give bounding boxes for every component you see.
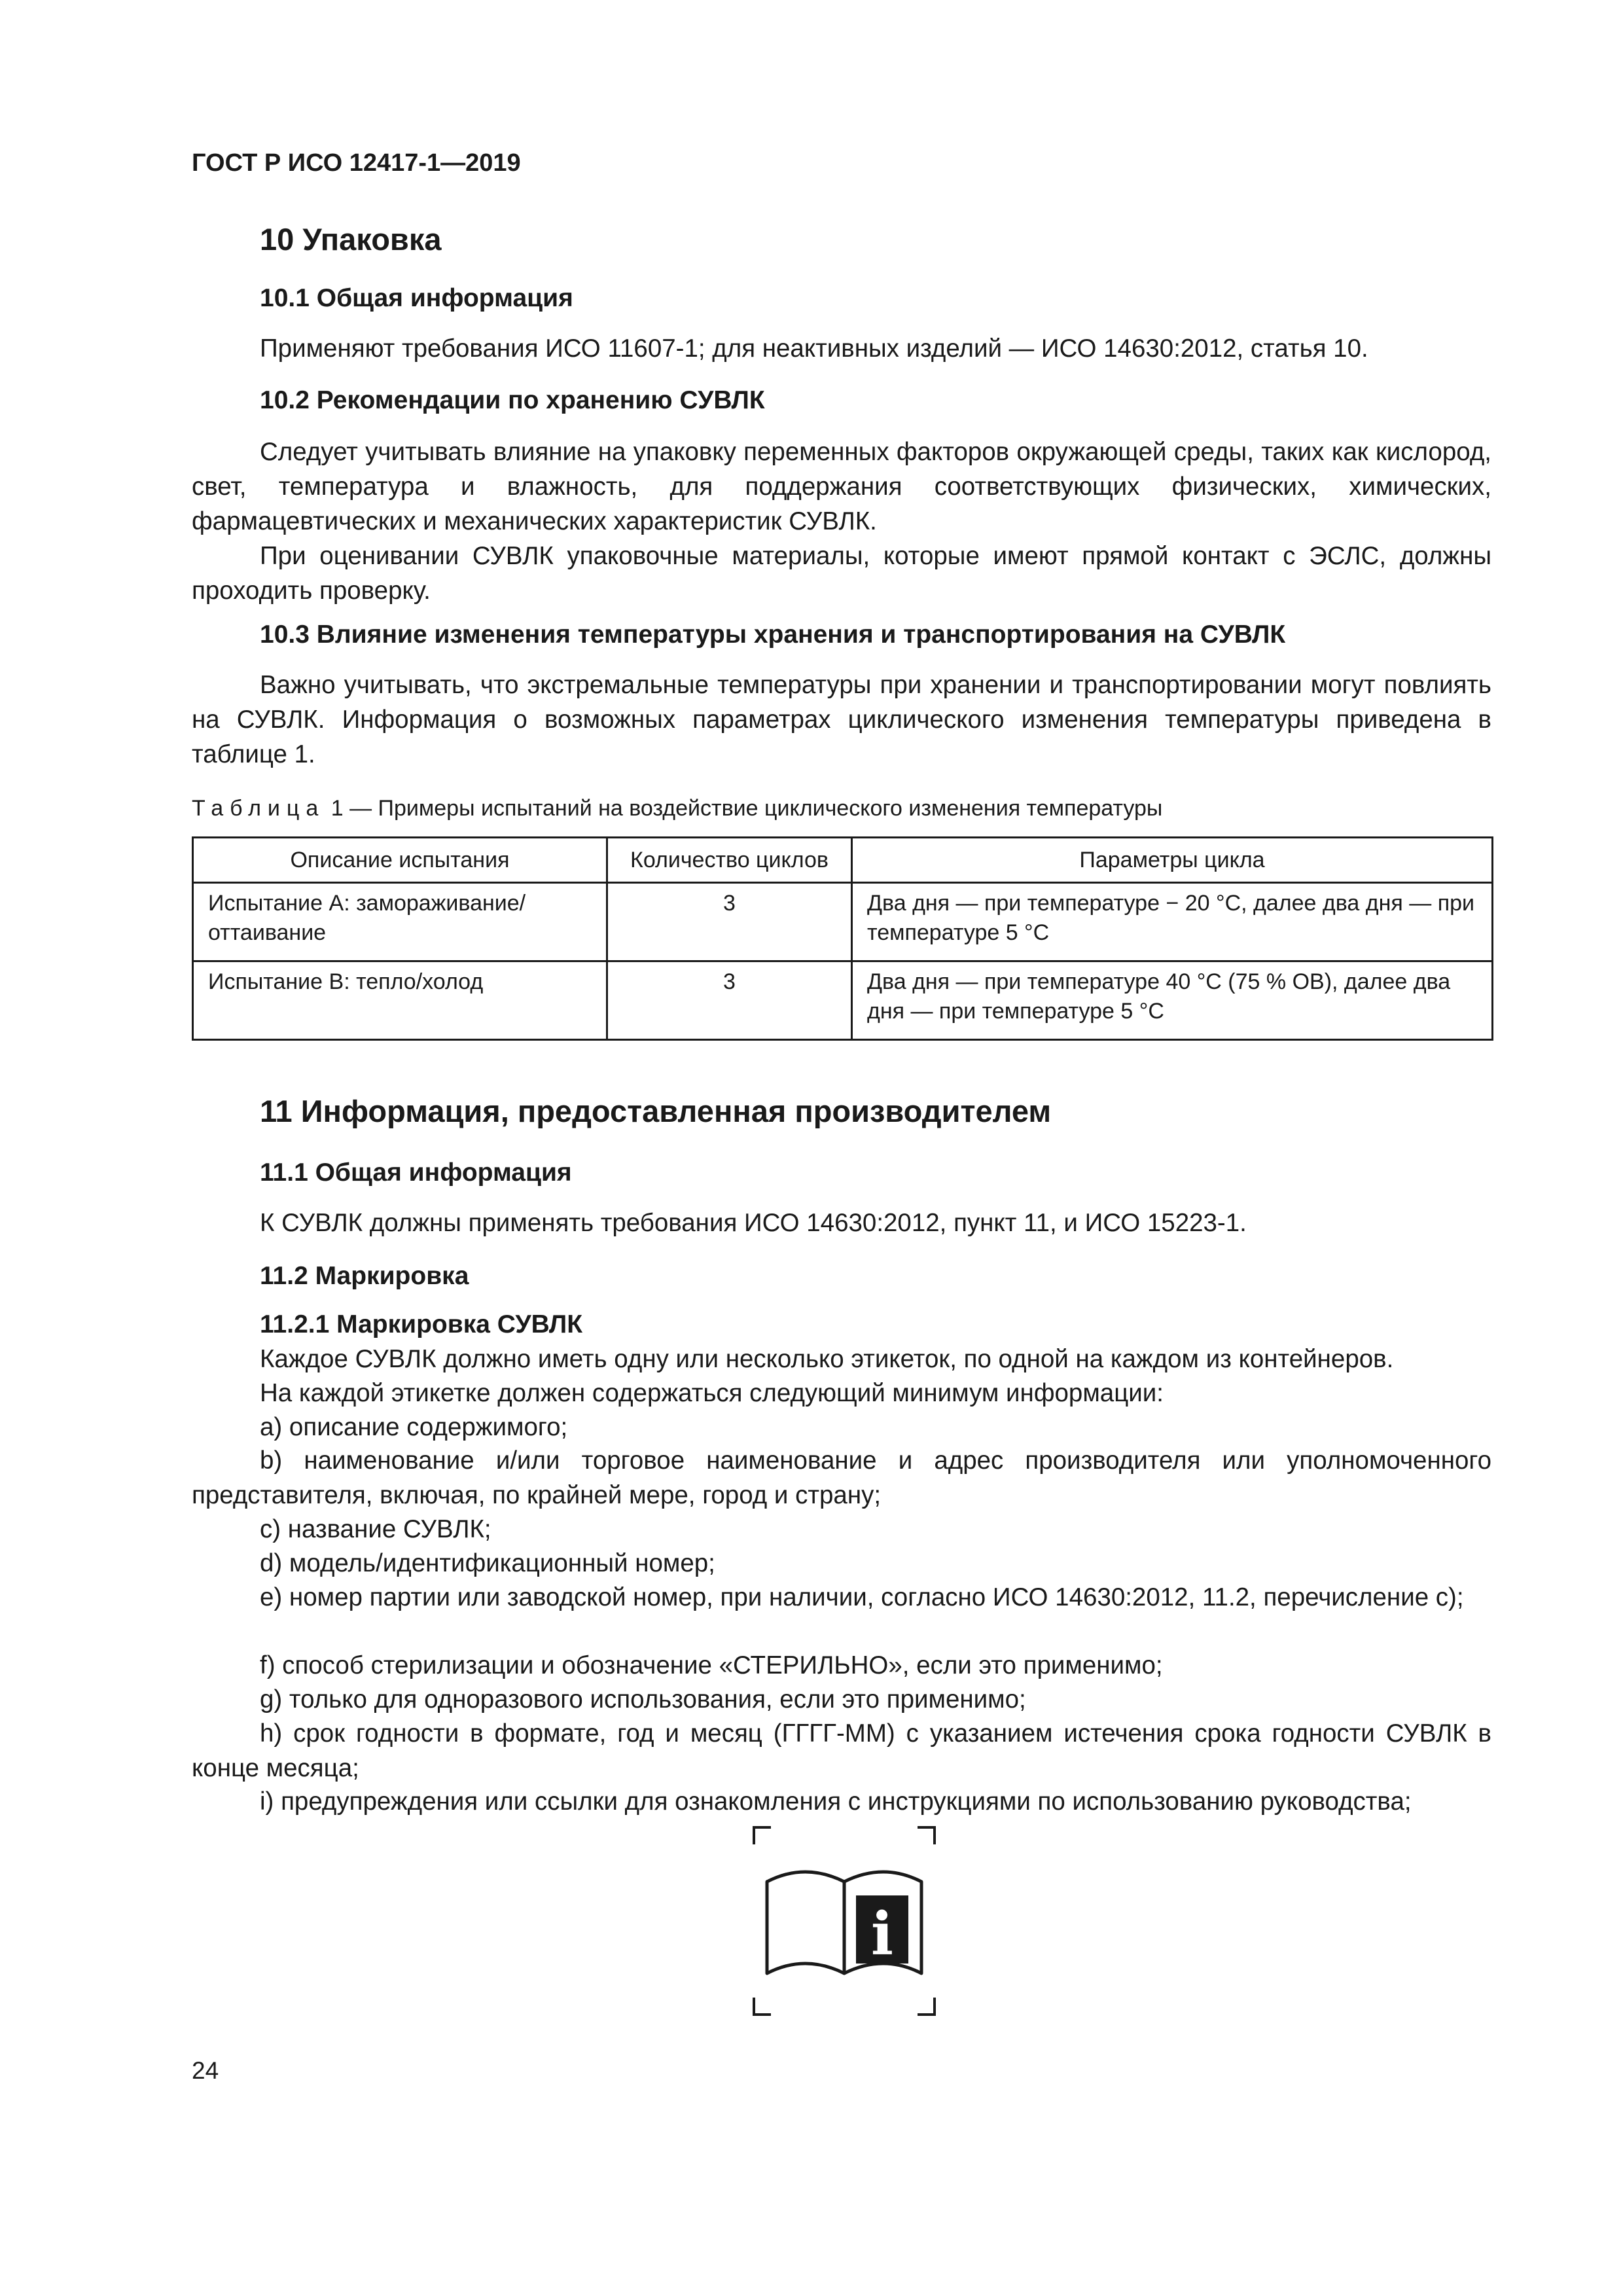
corner-mark-top-left bbox=[754, 1827, 771, 1844]
section-11-2-1-title: 11.2.1 Маркировка СУВЛК bbox=[260, 1310, 583, 1338]
table-caption-prefix: Таблица bbox=[192, 796, 325, 821]
corner-mark-top-right bbox=[918, 1827, 935, 1844]
section-10-2-title: 10.2 Рекомендации по хранению СУВЛК bbox=[260, 386, 765, 414]
section-11-1-title: 11.1 Общая информация bbox=[260, 1158, 572, 1187]
table-row bbox=[193, 883, 1493, 961]
table-cell: 3 bbox=[607, 961, 852, 1040]
corner-mark-bottom-left bbox=[754, 1998, 771, 2015]
table-row bbox=[193, 961, 1493, 1040]
table-header-description: Описание испытания bbox=[193, 838, 607, 883]
list-item: е) номер партии или заводской номер, при наличии, согласно ИСО 14630:2012, 11.2, перечисление с); bbox=[260, 1583, 1464, 1611]
table-header-cycles: Количество циклов bbox=[607, 838, 852, 883]
section-10-title: 10 Упаковка bbox=[260, 222, 442, 257]
table-cell: 3 bbox=[607, 883, 852, 961]
section-11-2-title: 11.2 Маркировка bbox=[260, 1262, 469, 1290]
corner-mark-bottom-right bbox=[918, 1998, 935, 2015]
list-item: i) предупреждения или ссылки для ознакомления с инструкциями по использованию руководства; bbox=[260, 1787, 1412, 1816]
section-10-3-title: 10.3 Влияние изменения температуры хранения и транспортирования на СУВЛК bbox=[260, 620, 1286, 649]
consult-instructions-icon bbox=[753, 1826, 936, 2016]
list-item: h) срок годности в формате, год и месяц (ГГГГ-ММ) с указанием истечения срока годности СУВЛК в конце месяца; bbox=[192, 1719, 1491, 1782]
list-item: f) способ стерилизации и обозначение «СТЕРИЛЬНО», если это применимо; bbox=[260, 1651, 1163, 1679]
page-number: 24 bbox=[192, 2057, 219, 2084]
section-11-1-text: К СУВЛК должны применять требования ИСО 14630:2012, пункт 11, и ИСО 15223-1. bbox=[260, 1209, 1247, 1237]
table-cell: Два дня — при температуре − 20 °С, далее два дня — при температуре 5 °С bbox=[852, 883, 1493, 961]
table-cell: Два дня — при температуре 40 °С (75 % ОВ), далее два дня — при температуре 5 °С bbox=[852, 961, 1493, 1040]
list-item: с) название СУВЛК; bbox=[260, 1515, 491, 1543]
labeling-intro-2: На каждой этикетке должен содержаться следующий минимум информации: bbox=[260, 1379, 1164, 1407]
document-header: ГОСТ Р ИСО 12417-1—2019 bbox=[192, 149, 521, 177]
section-10-2-paragraph-2: При оценивании СУВЛК упаковочные материалы, которые имеют прямой контакт с ЭСЛС, должны проходить проверку. bbox=[192, 542, 1491, 605]
section-11-title: 11 Информация, предоставленная производителем bbox=[260, 1094, 1052, 1128]
section-10-2-paragraph-1: Следует учитывать влияние на упаковку переменных факторов окружающей среды, таких как кислород, свет, температура и влажность, для поддержания соответствующих физических, химических, фармацевтических и механических характеристик СУВЛК. bbox=[192, 438, 1491, 535]
table-cell: Испытание А: замораживание/оттаивание bbox=[193, 883, 607, 961]
list-item: а) описание содержимого; bbox=[260, 1413, 568, 1441]
section-10-3-paragraph: Важно учитывать, что экстремальные температуры при хранении и транспортировании могут повлиять на СУВЛК. Информация о возможных параметрах циклического изменения температуры приведена в таблице 1. bbox=[192, 671, 1491, 768]
table-1 bbox=[192, 836, 1493, 1041]
list-item: g) только для одноразового использования, если это применимо; bbox=[260, 1685, 1026, 1713]
list-item: b) наименование и/или торговое наименование и адрес производителя или уполномоченного представителя, включая, по крайней мере, город и страну; bbox=[192, 1446, 1491, 1509]
section-10-1-text: Применяют требования ИСО 11607-1; для неактивных изделий — ИСО 14630:2012, статья 10. bbox=[260, 334, 1368, 363]
list-item: d) модель/идентификационный номер; bbox=[260, 1549, 715, 1577]
labeling-intro-1: Каждое СУВЛК должно иметь одну или несколько этикеток, по одной на каждом из контейнеров. bbox=[260, 1345, 1394, 1373]
table-caption-text: 1 — Примеры испытаний на воздействие циклического изменения температуры bbox=[325, 796, 1163, 821]
info-letter: i bbox=[870, 1899, 894, 1969]
table-header-parameters: Параметры цикла bbox=[852, 838, 1493, 883]
table-cell: Испытание В: тепло/холод bbox=[193, 961, 607, 1040]
table-1-caption bbox=[192, 796, 1162, 821]
section-10-1-title: 10.1 Общая информация bbox=[260, 284, 573, 312]
table-header-row bbox=[193, 838, 1493, 883]
